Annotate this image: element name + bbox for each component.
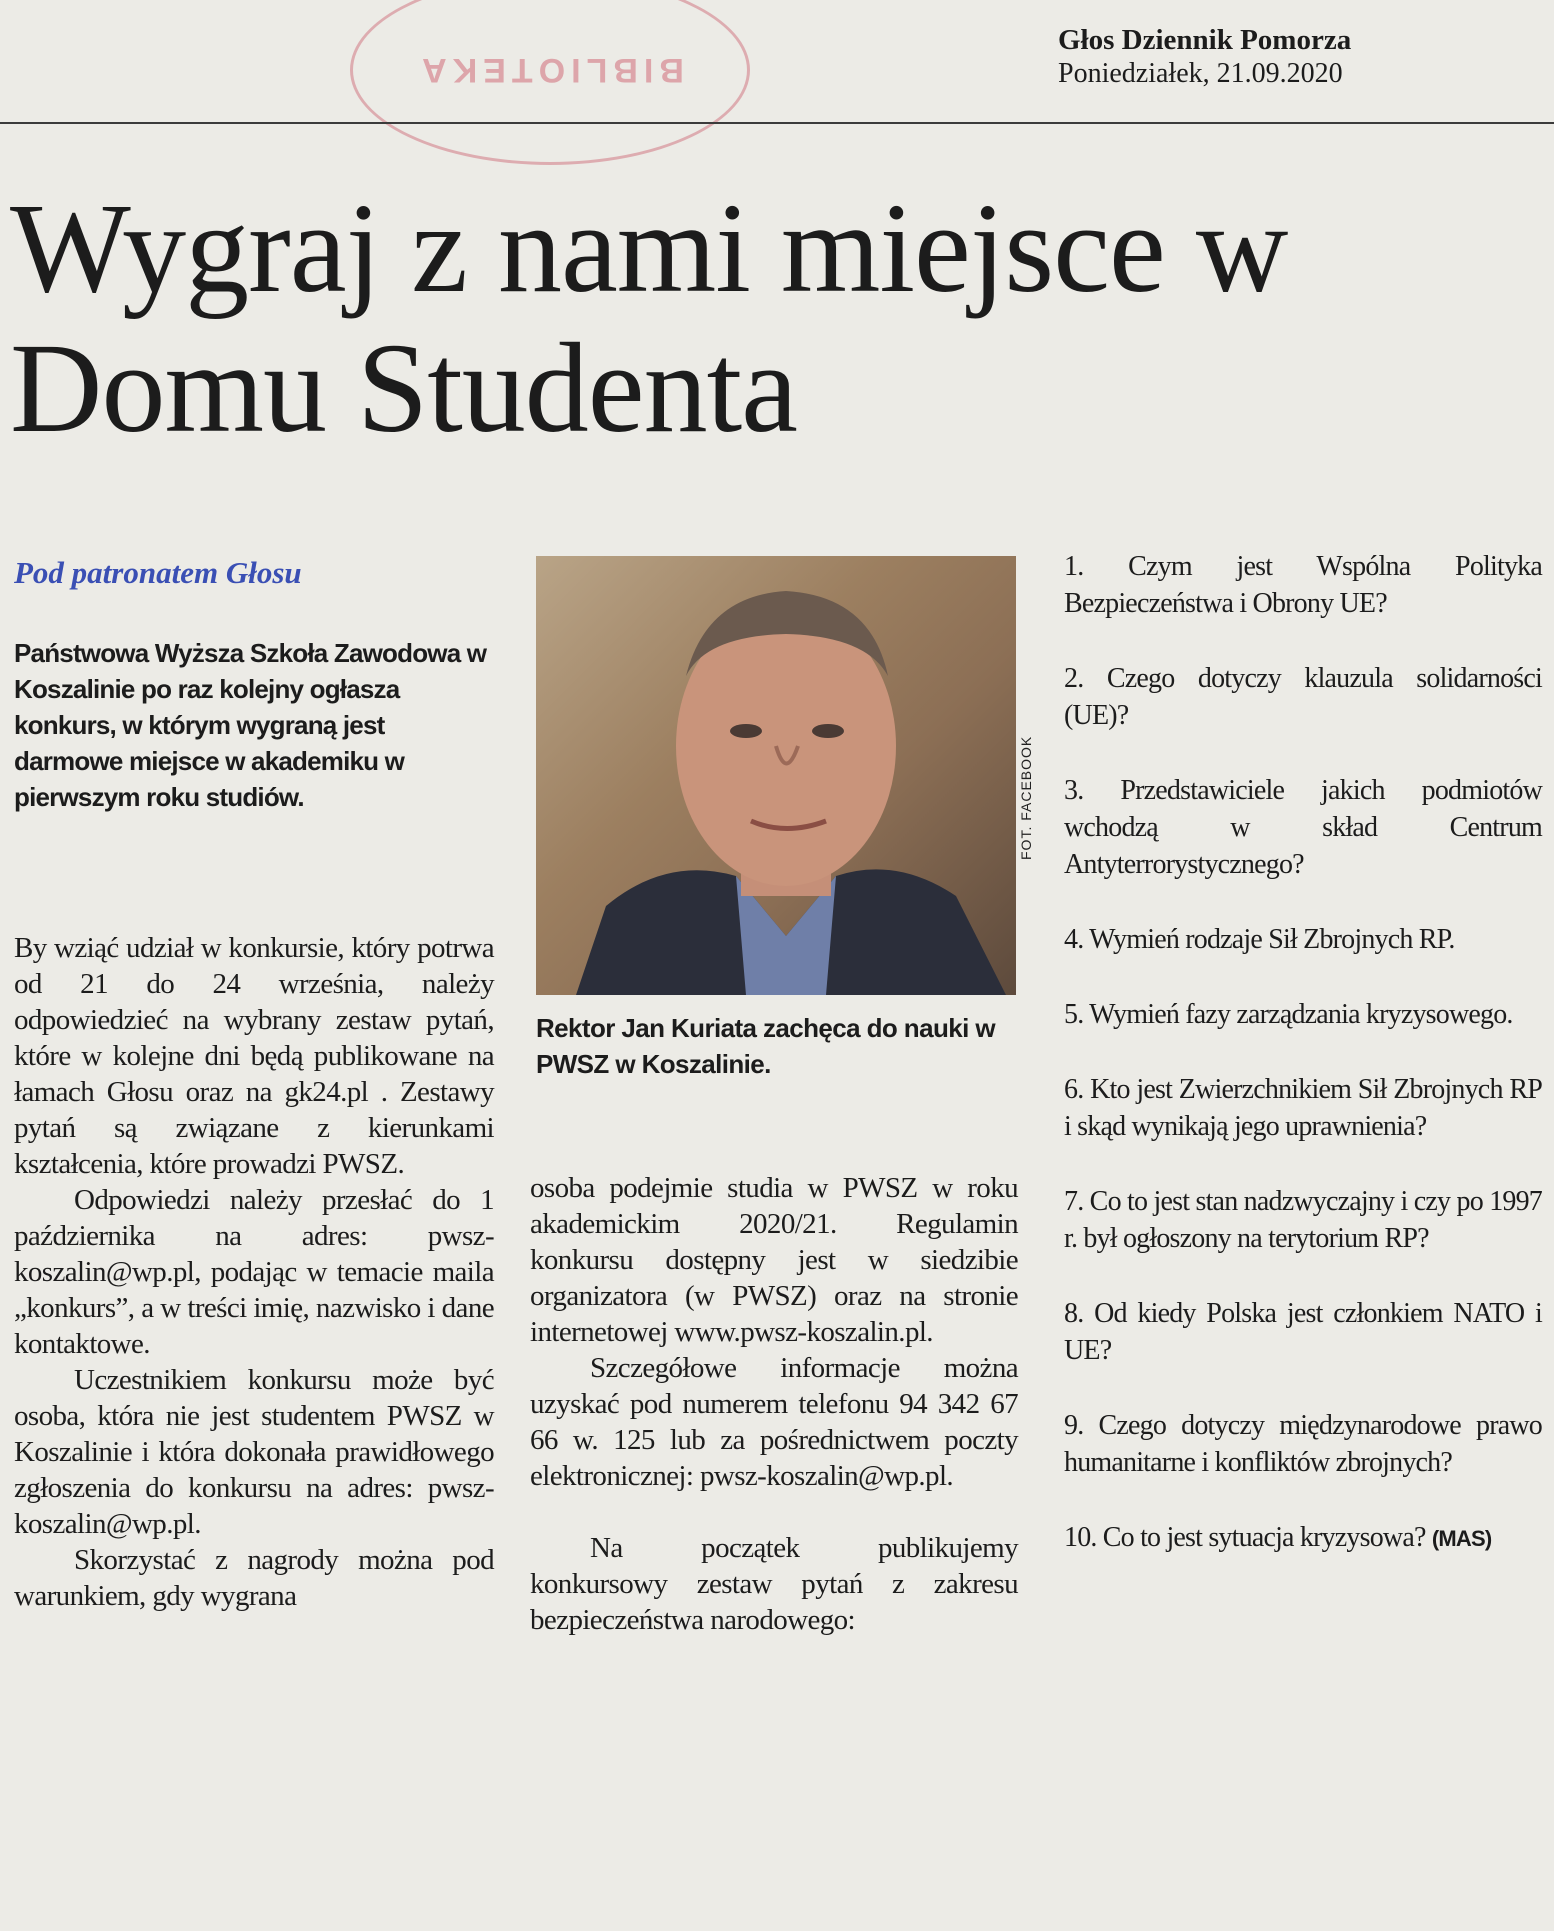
paragraph: Na początek publikujemy konkursowy zestaw pytań z zakresu bezpieczeństwa narodowego: [530,1532,1018,1636]
question-list [1064,548,1542,1595]
article-headline: Wygraj z nami miejsce w Domu Studenta [10,177,1288,459]
section-label: Pod patronatem Głosu [14,555,302,590]
author-signature: (MAS) [1431,1526,1492,1551]
question-item: 5. Wymień fazy zarządzania kryzysowego. [1064,999,1513,1030]
question-item: 2. Czego dotyczy klauzula solidarności (UE)? [1064,663,1542,731]
portrait-illustration [536,556,1016,995]
photo-caption: Rektor Jan Kuriata zachęca do nauki w PWSZ w Koszalinie. [536,1013,995,1079]
question-item: 3. Przedstawiciele jakich podmiotów wchodzą w skład Centrum Antyterrorystycznego? [1064,775,1542,880]
paragraph: By wziąć udział w konkursie, który potrwa od 21 do 24 września, należy odpowiedzieć na wybrany zestaw pytań, które w kolejne dni będą publikowane na łamach Głosu oraz na gk24.pl . Zestawy pytań są związane z kierunkami kształcenia, które prowadzi PWSZ. [14,932,494,1180]
paragraph: Odpowiedzi należy przesłać do 1 października na adres: pwsz-koszalin@wp.pl, podając w temacie maila „konkurs”, a w treści imię, nazwisko i dane kontaktowe. [14,1184,494,1360]
paragraph: Uczestnikiem konkursu może być osoba, która nie jest studentem PWSZ w Koszalinie i która dokonała prawidłowego zgłoszenia do konkursu na adres: pwsz-koszalin@wp.pl. [14,1364,494,1540]
masthead-divider [0,122,1554,124]
rector-photo [536,556,1016,995]
question-item: 9. Czego dotyczy międzynarodowe prawo humanitarne i konfliktów zbrojnych? [1064,1410,1542,1478]
question-item: 8. Od kiedy Polska jest członkiem NATO i UE? [1064,1298,1542,1366]
question-item: 10. Co to jest sytuacja kryzysowa? (MAS) [1064,1522,1492,1553]
stamp-text: BIBLIOTEKA [416,51,684,90]
paragraph: Szczegółowe informacje można uzyskać pod numerem telefonu 94 342 67 66 w. 125 lub za pośrednictwem poczty elektronicznej: pwsz-koszalin@wp.pl. [530,1352,1018,1492]
photo-credit: FOT. FACEBOOK [1018,735,1034,860]
question-item: 4. Wymień rodzaje Sił Zbrojnych RP. [1064,924,1455,955]
paragraph: osoba podejmie studia w PWSZ w roku akademickim 2020/21. Regulamin konkursu dostępny jest w siedzibie organizatora (w PWSZ) oraz na stronie internetowej www.pwsz-koszalin.pl. [530,1172,1018,1348]
question-item: 6. Kto jest Zwierzchnikiem Sił Zbrojnych RP i skąd wynikają jego uprawnienia? [1064,1074,1542,1142]
article-column-1 [14,930,494,1614]
article-lead: Państwowa Wyższa Szkoła Zawodowa w Koszalinie po raz kolejny ogłasza konkurs, w którym wygraną jest darmowe miejsce w akademiku w pierwszym roku studiów. [14,638,487,812]
paragraph: Skorzystać z nagrody można pod warunkiem, gdy wygrana [14,1544,494,1612]
article-column-2 [530,1170,1018,1638]
publication-name: Głos Dziennik Pomorza [1058,24,1352,56]
library-stamp [350,0,750,165]
publication-date: Poniedziałek, 21.09.2020 [1058,58,1343,89]
question-item: 7. Co to jest stan nadzwyczajny i czy po 1997 r. był ogłoszony na terytorium RP? [1064,1186,1542,1254]
question-item: 1. Czym jest Wspólna Polityka Bezpieczeństwa i Obrony UE? [1064,551,1542,619]
